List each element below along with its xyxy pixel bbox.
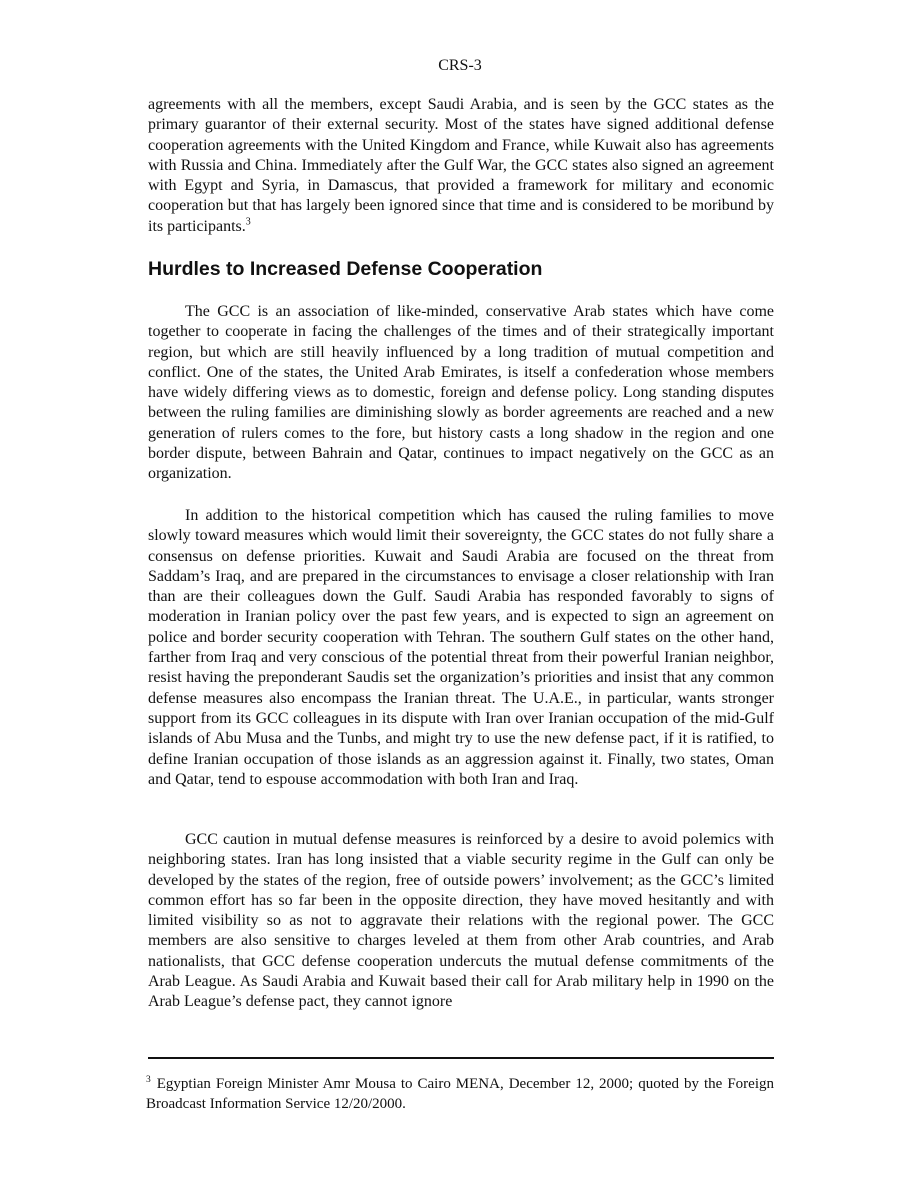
body-paragraph-1	[148, 302, 774, 485]
body-paragraph-3	[148, 830, 774, 1013]
page-number-header: CRS-3	[438, 57, 482, 74]
intro-paragraph	[148, 95, 774, 237]
footnote-reference[interactable]: 3	[245, 216, 251, 228]
paragraph-text: GCC caution in mutual defense measures is reinforced by a desire to avoid polemics with neighboring states. Iran has long insisted that a viable security regime in the Gulf can only be developed by the states of the region, free of outside powers’ involvement; as the GCC’s limited common effort has so far been in the opposite direction, they have moved hesitantly and with limited visibility so as not to aggravate their relations with the regional power. The GCC members are also sensitive to charges leveled at them from other Arab countries, and Arab nationalists, that GCC defense cooperation undercuts the mutual defense commitments of the Arab League. As Saudi Arabia and Kuwait based their call for Arab military help in 1990 on the Arab League’s defense pact, they cannot ignore	[148, 831, 774, 1011]
body-paragraph-2	[148, 506, 774, 790]
footnote-divider	[148, 1057, 774, 1059]
paragraph-text: In addition to the historical competition which has caused the ruling families to move slowly toward measures which would limit their sovereignty, the GCC states do not fully share a consensus on defense priorities. Kuwait and Saudi Arabia are focused on the threat from Saddam’s Iraq, and are prepared in the circumstances to envisage a closer relationship with Iran than are their colleagues down the Gulf. Saudi Arabia has responded favorably to signs of moderation in Iranian policy over the past few years, and is expected to sign an agreement on police and border security cooperation with Tehran. The southern Gulf states on the other hand, farther from Iraq and very conscious of the potential threat from their powerful Iranian neighbor, resist having the preponderant Saudis set the organization’s priorities and insist that any common defense measures also encompass the Iranian threat. The U.A.E., in particular, wants stronger support from its GCC colleagues in its dispute with Iran over Iranian occupation of the mid-Gulf islands of Abu Musa and the Tunbs, and might try to use the new defense pact, if it is ratified, to define Iranian occupation of those islands as an aggression against it. Finally, two states, Oman and Qatar, tend to espouse accommodation with both Iran and Iraq.	[148, 507, 774, 788]
footnote-text: Egyptian Foreign Minister Amr Mousa to Cairo MENA, December 12, 2000; quoted by the Foreign Broadcast Information Service 12/20/2000.	[146, 1076, 774, 1112]
intro-paragraph-text: agreements with all the members, except Saudi Arabia, and is seen by the GCC states as the primary guarantor of their external security. Most of the states have signed additional defense cooperation agreements with the United Kingdom and France, while Kuwait also has agreements with Russia and China. Immediately after the Gulf War, the GCC states also signed an agreement with Egypt and Syria, in Damascus, that provided a framework for military and economic cooperation but that has largely been ignored since that time and is considered to be moribund by its participants.	[148, 96, 774, 235]
footnote-number: 3	[146, 1075, 151, 1085]
paragraph-text: The GCC is an association of like-minded, conservative Arab states which have come together to cooperate in facing the challenges of the times and of their strategically important region, but which are still heavily influenced by a long tradition of mutual competition and conflict. One of the states, the United Arab Emirates, is itself a confederation whose members have widely differing views as to domestic, foreign and defense policy. Long standing disputes between the ruling families are diminishing slowly as border agreements are reached and a new generation of rulers comes to the fore, but history casts a long shadow in the region and one border dispute, between Bahrain and Qatar, continues to impact negatively on the GCC as an organization.	[148, 303, 774, 483]
footnote	[146, 1075, 774, 1114]
section-heading: Hurdles to Increased Defense Cooperation	[148, 258, 543, 280]
